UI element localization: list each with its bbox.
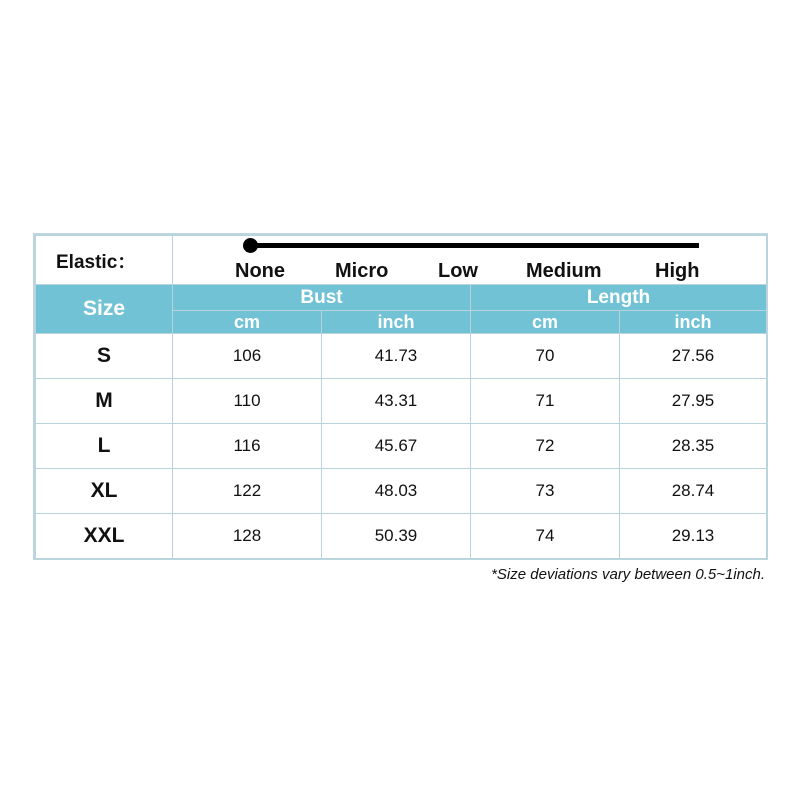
elastic-indicator-dot	[243, 238, 258, 253]
size-deviation-note: *Size deviations vary between 0.5~1inch.	[491, 566, 765, 583]
bust-cm-value: 128	[173, 514, 322, 559]
size-table	[35, 235, 767, 559]
table-row	[36, 469, 767, 514]
size-label: S	[36, 334, 173, 379]
bust-inch-value: 48.03	[322, 469, 471, 514]
elastic-scale-line	[251, 243, 699, 248]
length-cm-value: 74	[471, 514, 620, 559]
size-label: L	[36, 424, 173, 469]
elastic-label: Elastic：	[36, 236, 173, 285]
table-row	[36, 514, 767, 559]
length-cm-value: 71	[471, 379, 620, 424]
elastic-row	[36, 236, 767, 285]
elastic-level-none: None	[235, 260, 285, 282]
size-label: XXL	[36, 514, 173, 559]
length-column-header: Length	[471, 285, 767, 311]
bust-cm-value: 116	[173, 424, 322, 469]
bust-cm-value: 106	[173, 334, 322, 379]
size-chart	[33, 233, 768, 560]
bust-inch-value: 50.39	[322, 514, 471, 559]
length-inch-value: 28.74	[620, 469, 767, 514]
unit-header-bust-cm: cm	[173, 311, 322, 334]
size-column-header: Size	[36, 285, 173, 334]
table-row	[36, 424, 767, 469]
elastic-level-micro: Micro	[335, 260, 389, 282]
bust-inch-value: 45.67	[322, 424, 471, 469]
unit-header-length-cm: cm	[471, 311, 620, 334]
unit-header-length-inch: inch	[620, 311, 767, 334]
unit-header-bust-inch: inch	[322, 311, 471, 334]
elastic-scale	[173, 236, 767, 285]
header-row-groups	[36, 285, 767, 311]
length-inch-value: 27.56	[620, 334, 767, 379]
elastic-scale-labels	[173, 260, 766, 284]
length-cm-value: 73	[471, 469, 620, 514]
elastic-level-low: Low	[438, 260, 478, 282]
bust-inch-value: 43.31	[322, 379, 471, 424]
table-row	[36, 379, 767, 424]
bust-cm-value: 110	[173, 379, 322, 424]
size-label: M	[36, 379, 173, 424]
bust-cm-value: 122	[173, 469, 322, 514]
size-label: XL	[36, 469, 173, 514]
bust-column-header: Bust	[173, 285, 471, 311]
length-inch-value: 29.13	[620, 514, 767, 559]
elastic-level-high: High	[655, 260, 700, 282]
length-cm-value: 70	[471, 334, 620, 379]
table-row	[36, 334, 767, 379]
elastic-level-medium: Medium	[526, 260, 602, 282]
length-inch-value: 28.35	[620, 424, 767, 469]
length-inch-value: 27.95	[620, 379, 767, 424]
bust-inch-value: 41.73	[322, 334, 471, 379]
length-cm-value: 72	[471, 424, 620, 469]
